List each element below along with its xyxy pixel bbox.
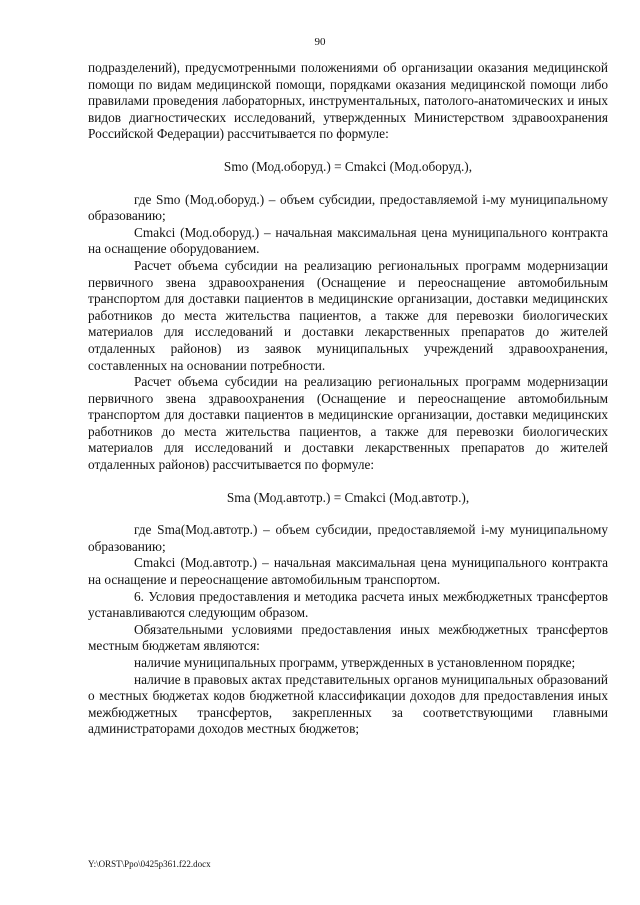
page-number: 90 xyxy=(314,36,326,48)
paragraph-section-6: 6. Условия предоставления и методика расчета иных межбюджетных трансфертов устанавливаются следующим образом. xyxy=(88,588,608,621)
formula-transport: Sma (Мод.автотр.) = Cmakci (Мод.автотр.), xyxy=(226,489,470,505)
paragraph-conditions: Обязательными условиями предоставления иных межбюджетных трансфертов местным бюджетам являются: xyxy=(88,621,608,654)
paragraph-transport-requests: Расчет объема субсидии на реализацию региональных программ модернизации первичного звена здравоохранения (Оснащение и переоснащение автомобильным транспортом для доставки пациентов в медицинские организации, доставки медицинских работников до места жительства пациентов, а также для перевозки биологических материалов для исследований и доставки лекарственных препаратов до жителей отдаленных районов) из заявок муниципальных учреждений здравоохранения, составленных на основании потребности. xyxy=(88,257,608,373)
paragraph-where-smo: где Smo (Мод.оборуд.) – объем субсидии, предоставляемой i-му муниципальному образованию; xyxy=(88,191,608,224)
paragraph-cmakci-equipment: Cmakci (Мод.оборуд.) – начальная максимальная цена муниципального контракта на оснащение оборудованием. xyxy=(88,224,608,257)
formula-equipment: Smo (Мод.оборуд.) = Cmakci (Мод.оборуд.), xyxy=(223,158,473,174)
paragraph-transport-formula-intro: Расчет объема субсидии на реализацию региональных программ модернизации первичного звена здравоохранения (Оснащение и переоснащение автомобильным транспортом для доставки пациентов в медицинские организации, доставки медицинских работников до места жительства пациентов, а также для перевозки биологических материалов для исследований и доставки лекарственных препаратов до жителей отдаленных районов) рассчитывается по формуле: xyxy=(88,374,608,473)
paragraph-intro: подразделений), предусмотренными положениями об организации оказания медицинской помощи по видам медицинской помощи, порядками оказания медицинской помощи либо правилами проведения лабораторных, инструментальных, патолого-анатомических и иных видов диагностических исследований, утвержденных Министерством здравоохранения Российской Федерации) рассчитывается по формуле: xyxy=(88,60,608,142)
paragraph-where-sma: где Sma(Мод.автотр.) – объем субсидии, предоставляемой i-му муниципальному образованию; xyxy=(88,522,608,554)
paragraph-cmakci-transport: Cmakci (Мод.автотр.) – начальная максимальная цена муниципального контракта на оснащение и переоснащение автомобильным транспортом. xyxy=(88,555,608,588)
footer-file-path: Y:\ORST\Ppo\0425p361.f22.docx xyxy=(88,859,211,869)
paragraph-municipal-programs: наличие муниципальных программ, утвержденных в установленном порядке; xyxy=(134,655,576,670)
document-body xyxy=(88,60,608,738)
paragraph-legal-acts: наличие в правовых актах представительных органов муниципальных образований о местных бюджетах кодов бюджетной классификации доходов для предоставления иных межбюджетных трансфертов, закрепленных за соответствующими главными администраторами доходов местных бюджетов; xyxy=(88,671,608,737)
